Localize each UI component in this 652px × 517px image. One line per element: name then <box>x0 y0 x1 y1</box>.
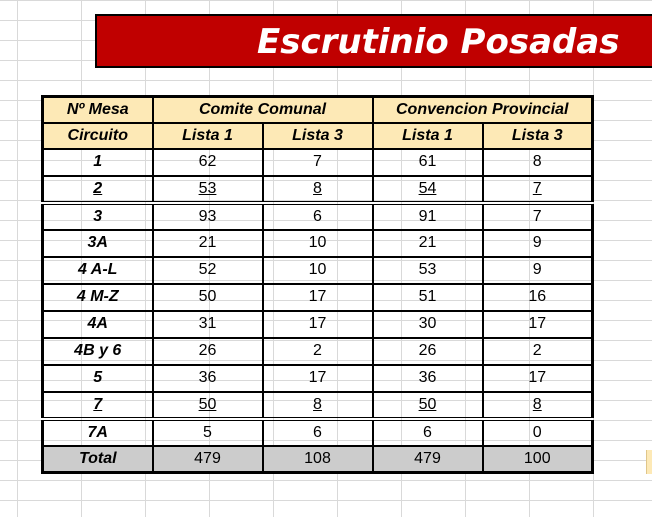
cp-lista-1-cell[interactable]: 30 <box>373 311 483 338</box>
table-row <box>43 230 593 257</box>
total-label[interactable]: Total <box>43 446 153 473</box>
cp-lista-1-cell[interactable]: 26 <box>373 338 483 365</box>
header-comite-comunal[interactable]: Comite Comunal <box>153 97 373 123</box>
cc-lista-3-cell[interactable]: 7 <box>263 149 373 176</box>
circuito-cell[interactable]: 2 <box>43 176 153 203</box>
header-cp-lista-1[interactable]: Lista 1 <box>373 123 483 149</box>
cc-lista-3-cell[interactable]: 8 <box>263 392 373 419</box>
cc-lista-3-cell[interactable]: 17 <box>263 311 373 338</box>
table-row <box>43 257 593 284</box>
cp-lista-1-cell[interactable]: 50 <box>373 392 483 419</box>
table-row <box>43 365 593 392</box>
cc-lista-3-cell[interactable]: 6 <box>263 203 373 230</box>
cp-lista-3-cell[interactable]: 8 <box>483 149 593 176</box>
cc-lista-1-cell[interactable]: 5 <box>153 419 263 446</box>
circuito-cell[interactable]: 1 <box>43 149 153 176</box>
cc-lista-1-cell[interactable]: 31 <box>153 311 263 338</box>
cc-lista-3-cell[interactable]: 10 <box>263 230 373 257</box>
sheet-title: Escrutinio Posadas <box>257 22 620 62</box>
results-table <box>41 95 594 474</box>
cp-lista-3-cell[interactable]: 9 <box>483 230 593 257</box>
cp-lista-3-cell[interactable]: 7 <box>483 203 593 230</box>
header-cp-lista-3[interactable]: Lista 3 <box>483 123 593 149</box>
cp-lista-1-cell[interactable]: 54 <box>373 176 483 203</box>
cc-lista-1-cell[interactable]: 21 <box>153 230 263 257</box>
table-row <box>43 284 593 311</box>
cc-lista-3-cell[interactable]: 2 <box>263 338 373 365</box>
cp-lista-1-cell[interactable]: 6 <box>373 419 483 446</box>
cp-lista-1-cell[interactable]: 36 <box>373 365 483 392</box>
table-row <box>43 392 593 419</box>
circuito-cell[interactable]: 4A <box>43 311 153 338</box>
cc-lista-1-cell[interactable]: 26 <box>153 338 263 365</box>
cp-lista-3-cell[interactable]: 2 <box>483 338 593 365</box>
header-circuito[interactable]: Circuito <box>43 123 153 149</box>
cc-lista-1-cell[interactable]: 50 <box>153 284 263 311</box>
header-cc-lista-3[interactable]: Lista 3 <box>263 123 373 149</box>
cp-lista-3-cell[interactable]: 8 <box>483 392 593 419</box>
cp-lista-3-cell[interactable]: 16 <box>483 284 593 311</box>
cp-lista-1-cell[interactable]: 53 <box>373 257 483 284</box>
table-row <box>43 419 593 446</box>
cc-lista-3-cell[interactable]: 17 <box>263 284 373 311</box>
circuito-cell[interactable]: 3 <box>43 203 153 230</box>
partial-filled-cell[interactable] <box>646 450 652 474</box>
circuito-cell[interactable]: 3A <box>43 230 153 257</box>
cp-lista-3-cell[interactable]: 17 <box>483 365 593 392</box>
total-cp-lista-1[interactable]: 479 <box>373 446 483 473</box>
cc-lista-1-cell[interactable]: 36 <box>153 365 263 392</box>
header-row-groups <box>43 97 593 123</box>
total-cp-lista-3[interactable]: 100 <box>483 446 593 473</box>
cp-lista-1-cell[interactable]: 51 <box>373 284 483 311</box>
title-banner <box>95 14 652 68</box>
cc-lista-1-cell[interactable]: 53 <box>153 176 263 203</box>
cc-lista-1-cell[interactable]: 50 <box>153 392 263 419</box>
cc-lista-1-cell[interactable]: 62 <box>153 149 263 176</box>
cc-lista-3-cell[interactable]: 8 <box>263 176 373 203</box>
header-cc-lista-1[interactable]: Lista 1 <box>153 123 263 149</box>
table-row <box>43 149 593 176</box>
header-mesa[interactable]: Nº Mesa <box>43 97 153 123</box>
cc-lista-1-cell[interactable]: 93 <box>153 203 263 230</box>
cp-lista-1-cell[interactable]: 21 <box>373 230 483 257</box>
table-row <box>43 203 593 230</box>
circuito-cell[interactable]: 7A <box>43 419 153 446</box>
circuito-cell[interactable]: 7 <box>43 392 153 419</box>
header-row-lists <box>43 123 593 149</box>
table-row <box>43 176 593 203</box>
cp-lista-3-cell[interactable]: 9 <box>483 257 593 284</box>
cp-lista-3-cell[interactable]: 7 <box>483 176 593 203</box>
cc-lista-3-cell[interactable]: 10 <box>263 257 373 284</box>
cp-lista-3-cell[interactable]: 17 <box>483 311 593 338</box>
cp-lista-1-cell[interactable]: 91 <box>373 203 483 230</box>
cc-lista-3-cell[interactable]: 17 <box>263 365 373 392</box>
cc-lista-3-cell[interactable]: 6 <box>263 419 373 446</box>
cp-lista-1-cell[interactable]: 61 <box>373 149 483 176</box>
total-row <box>43 446 593 473</box>
circuito-cell[interactable]: 4B y 6 <box>43 338 153 365</box>
circuito-cell[interactable]: 5 <box>43 365 153 392</box>
total-cc-lista-3[interactable]: 108 <box>263 446 373 473</box>
cc-lista-1-cell[interactable]: 52 <box>153 257 263 284</box>
header-convencion-provincial[interactable]: Convencion Provincial <box>373 97 593 123</box>
cp-lista-3-cell[interactable]: 0 <box>483 419 593 446</box>
total-cc-lista-1[interactable]: 479 <box>153 446 263 473</box>
circuito-cell[interactable]: 4 M-Z <box>43 284 153 311</box>
table-row <box>43 311 593 338</box>
table-row <box>43 338 593 365</box>
circuito-cell[interactable]: 4 A-L <box>43 257 153 284</box>
